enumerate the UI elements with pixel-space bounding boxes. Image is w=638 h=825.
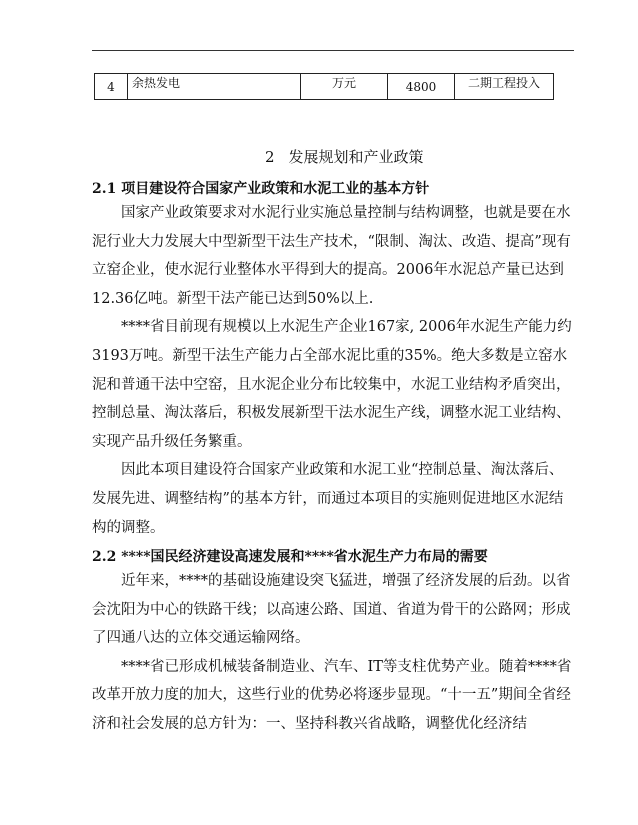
section-2-2-body <box>92 567 572 739</box>
section-2-1-heading: 2.1 项目建设符合国家产业政策和水泥工业的基本方针 <box>92 181 430 197</box>
row-number: 4 <box>95 74 128 100</box>
paragraph: 近年来，****的基础设施建设突飞猛进，增强了经济发展的后劲。以省会沈阳为中心的铁路干线；以高速公路、国道、省道为骨干的公路网；形成了四通八达的立体交通运输网络。 <box>92 573 571 647</box>
table-row <box>95 74 554 100</box>
paragraph: ****省目前现有规模以上水泥生产企业167家, 2006年水泥生产能力约3193万吨。新型干法生产能力占全部水泥比重的35%。绝大多数是立窑水泥和普通干法中空窑，且水泥企业分布比较集中，水泥工业结构矛盾突出，控制总量、淘汰落后，积极发展新型干法水泥生产线，调整水泥工业结构、实现产品升级任务繁重。 <box>92 319 572 450</box>
section-2-1-body <box>92 199 572 542</box>
item-name: 余热发电 <box>128 74 301 100</box>
item-value: 4800 <box>388 74 455 100</box>
paragraph: ****省已形成机械装备制造业、汽车、IT等支柱优势产业。随着****省改革开放力度的加大，这些行业的优势必将逐步显现。“十一五”期间全省经济和社会发展的总方针为：一、坚持科教兴省战略，调整优化经济结 <box>92 658 572 732</box>
section-2-2-heading: 2.2 ****国民经济建设高速发展和****省水泥生产力布局的需要 <box>92 549 488 565</box>
investment-table <box>94 73 554 100</box>
chapter-heading <box>265 146 424 167</box>
chapter-title: 发展规划和产业政策 <box>288 148 424 166</box>
paragraph: 国家产业政策要求对水泥行业实施总量控制与结构调整，也就是要在水泥行业大力发展大中型新型干法生产技术，“限制、淘汰、改造、提高”现有立窑企业，使水泥行业整体水平得到大的提高。2006年水泥总产量已达到12.36亿吨。新型干法产能已达到50%以上. <box>92 205 571 307</box>
chapter-number: 2 <box>265 148 275 166</box>
paragraph: 因此本项目建设符合国家产业政策和水泥工业“控制总量、淘汰落后、发展先进、调整结构”的基本方针，而通过本项目的实施则促进地区水泥结构的调整。 <box>92 462 564 536</box>
item-note: 二期工程投入 <box>455 74 554 100</box>
header-rule <box>92 50 574 51</box>
item-unit: 万元 <box>301 74 388 100</box>
